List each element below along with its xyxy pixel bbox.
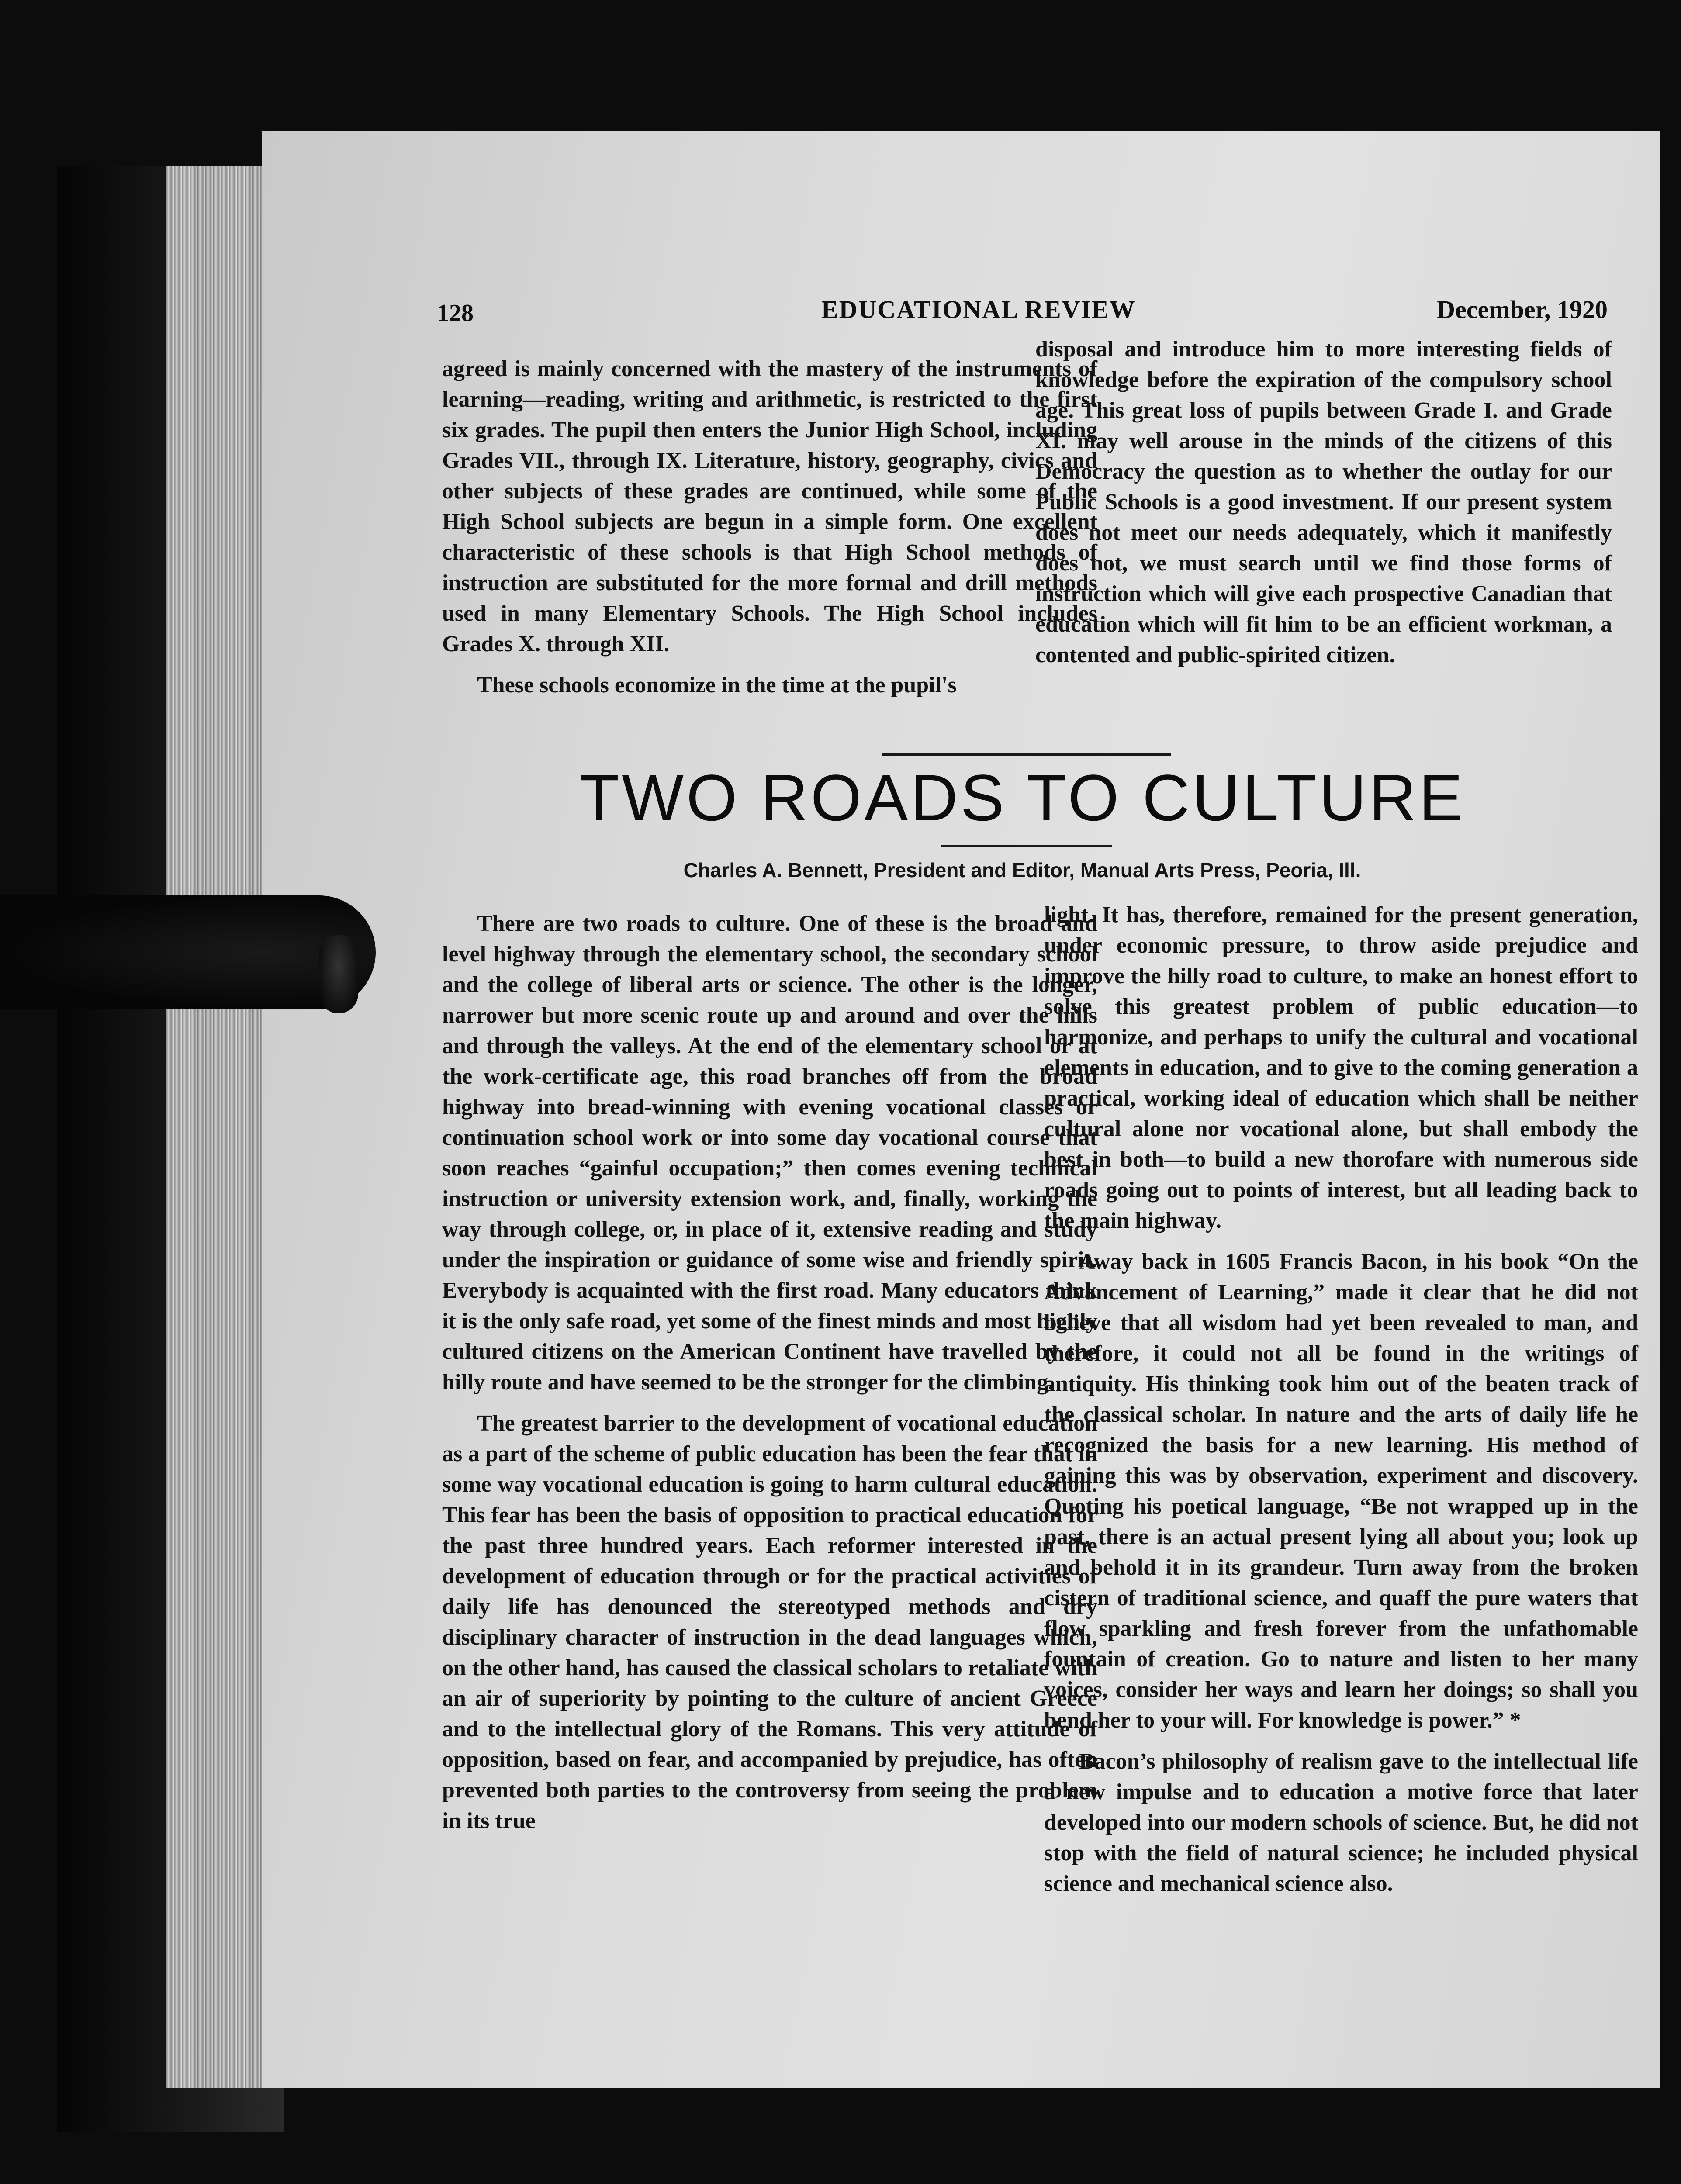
book-page — [262, 131, 1660, 2088]
previous-article-left-column — [442, 354, 1097, 711]
paragraph: disposal and introduce him to more interesting fields of knowledge before the expiration of the compulsory school age. This great loss of pupils between Grade I. and Grade XI. may well arouse in the minds of the citizens of this Democracy the question as to whether the outlay for our Public Schools is a good investment. If our present system does not meet our needs adequately, which it manifestly does not, we must search until we find those forms of instruction which will give each prospective Canadian that education which will fit him to be an efficient workman, a contented and public-spirited citizen. — [1035, 337, 1612, 667]
article-right-column — [1044, 900, 1638, 1910]
paragraph: light. It has, therefore, remained for the present generation, under economic pressure, to throw aside prejudice and improve the hilly road to culture, to make an honest effort to solve this greatest problem of public education—to harmonize, and perhaps to unify the cultural and vocational elements in education, and to give to the coming generation a practical, working ideal of education which shall be neither cultural alone nor vocational alone, but shall embody the best in both—to build a new thorofare with numerous side roads going out to points of interest, but all leading back to the main highway. — [1044, 902, 1638, 1233]
paragraph: The greatest barrier to the development of vocational education as a part of the scheme of public education has been the fear that in some way vocational education is going to harm cultural education. This fear has been the basis of opposition to practical education for the past three hundred years. Each reformer interested in the development of education through or for the practical activities of daily life has denounced the stereotyped methods and dry disciplinary character of instruction in the dead languages which, on the other hand, has caused the classical scholars to retaliate with an air of superiority by pointing to the culture of ancient Greece and to the intellectual glory of the Romans. This very attitude of opposition, based on fear, and accompanied by prejudice, has often prevented both parties to the controversy from seeing the problem in its true — [442, 1411, 1097, 1833]
page-number: 128 — [437, 300, 474, 327]
article-left-column — [442, 909, 1097, 1847]
paragraph: agreed is mainly concerned with the mastery of the instruments of learning—reading, writing and arithmetic, is restricted to the first six grades. The pupil then enters the Junior High School, including Grades VII., through IX. Literature, history, geography, civics and other subjects of these grades are continued, while some of the High School subjects are begun in a simple form. One excellent characteristic of these schools is that High School methods of instruction are substituted for the more formal and drill methods used in many Elementary Schools. The High School includes Grades X. through XII. — [442, 356, 1097, 657]
publication-title: EDUCATIONAL REVIEW — [821, 295, 1136, 324]
paragraph: There are two roads to culture. One of these is the broad and level highway through the elementary school, the secondary school and the college of liberal arts or science. The other is the longer, narrower but more scenic route up and around and over the hills and through the valleys. At the end of the elementary school or at the work-certificate age, this road branches off from the broad highway into bread-winning with evening vocational classes or continuation school work or into some day vocational course that soon reaches “gainful occupation;” then comes evening technical instruction or university extension work, and, finally, working the way through college, or, in place of it, extensive reading and study under the inspiration or guidance of some wise and friendly spirit. Everybody is acquainted with the first road. Many educators think it is the only safe road, yet some of the finest minds and most highly cultured citizens on the American Continent have travelled by the hilly route and have seemed to be the stronger for the climbing. — [442, 911, 1097, 1395]
paragraph: Away back in 1605 Francis Bacon, in his book “On the Advancement of Learning,” made it clear that he did not believe that all wisdom had yet been revealed to man, and therefore, it could not all be found in the writings of antiquity. His thinking took him out of the beaten track of the classical scholar. In nature and the arts of daily life he recognized the basis for a new learning. His method of gaining this was by observation, experiment and discovery. Quoting his poetical language, “Be not wrapped up in the past, there is an actual present lying all about you; look up and behold it in its grandeur. Turn away from the broken cistern of traditional science, and quaff the pure waters that flow sparkling and fresh forever from the unfathomable fountain of creation. Go to nature and listen to her many voices, consider her ways and learn her doings; so shall you bend her to your will. For knowledge is power.” * — [1044, 1249, 1638, 1733]
article-title: TWO ROADS TO CULTURE — [579, 761, 1466, 834]
article-byline: Charles A. Bennett, President and Editor, Manual Arts Press, Peoria, Ill. — [683, 859, 1361, 881]
title-rule-bottom — [941, 845, 1112, 847]
paragraph: These schools economize in the time at the pupil's — [477, 673, 957, 698]
issue-date: December, 1920 — [1437, 295, 1608, 324]
thumbnail-tip — [319, 935, 358, 1013]
previous-article-right-column — [1035, 334, 1612, 681]
page-edges — [166, 166, 271, 2088]
paragraph: Bacon’s philosophy of realism gave to the intellectual life a new impulse and to education a motive force that later developed into our modern schools of science. But, he did not stop with the field of natural science; he included physical science and mechanical science also. — [1044, 1749, 1638, 1896]
title-rule-top — [882, 753, 1171, 756]
running-head — [437, 295, 1608, 334]
